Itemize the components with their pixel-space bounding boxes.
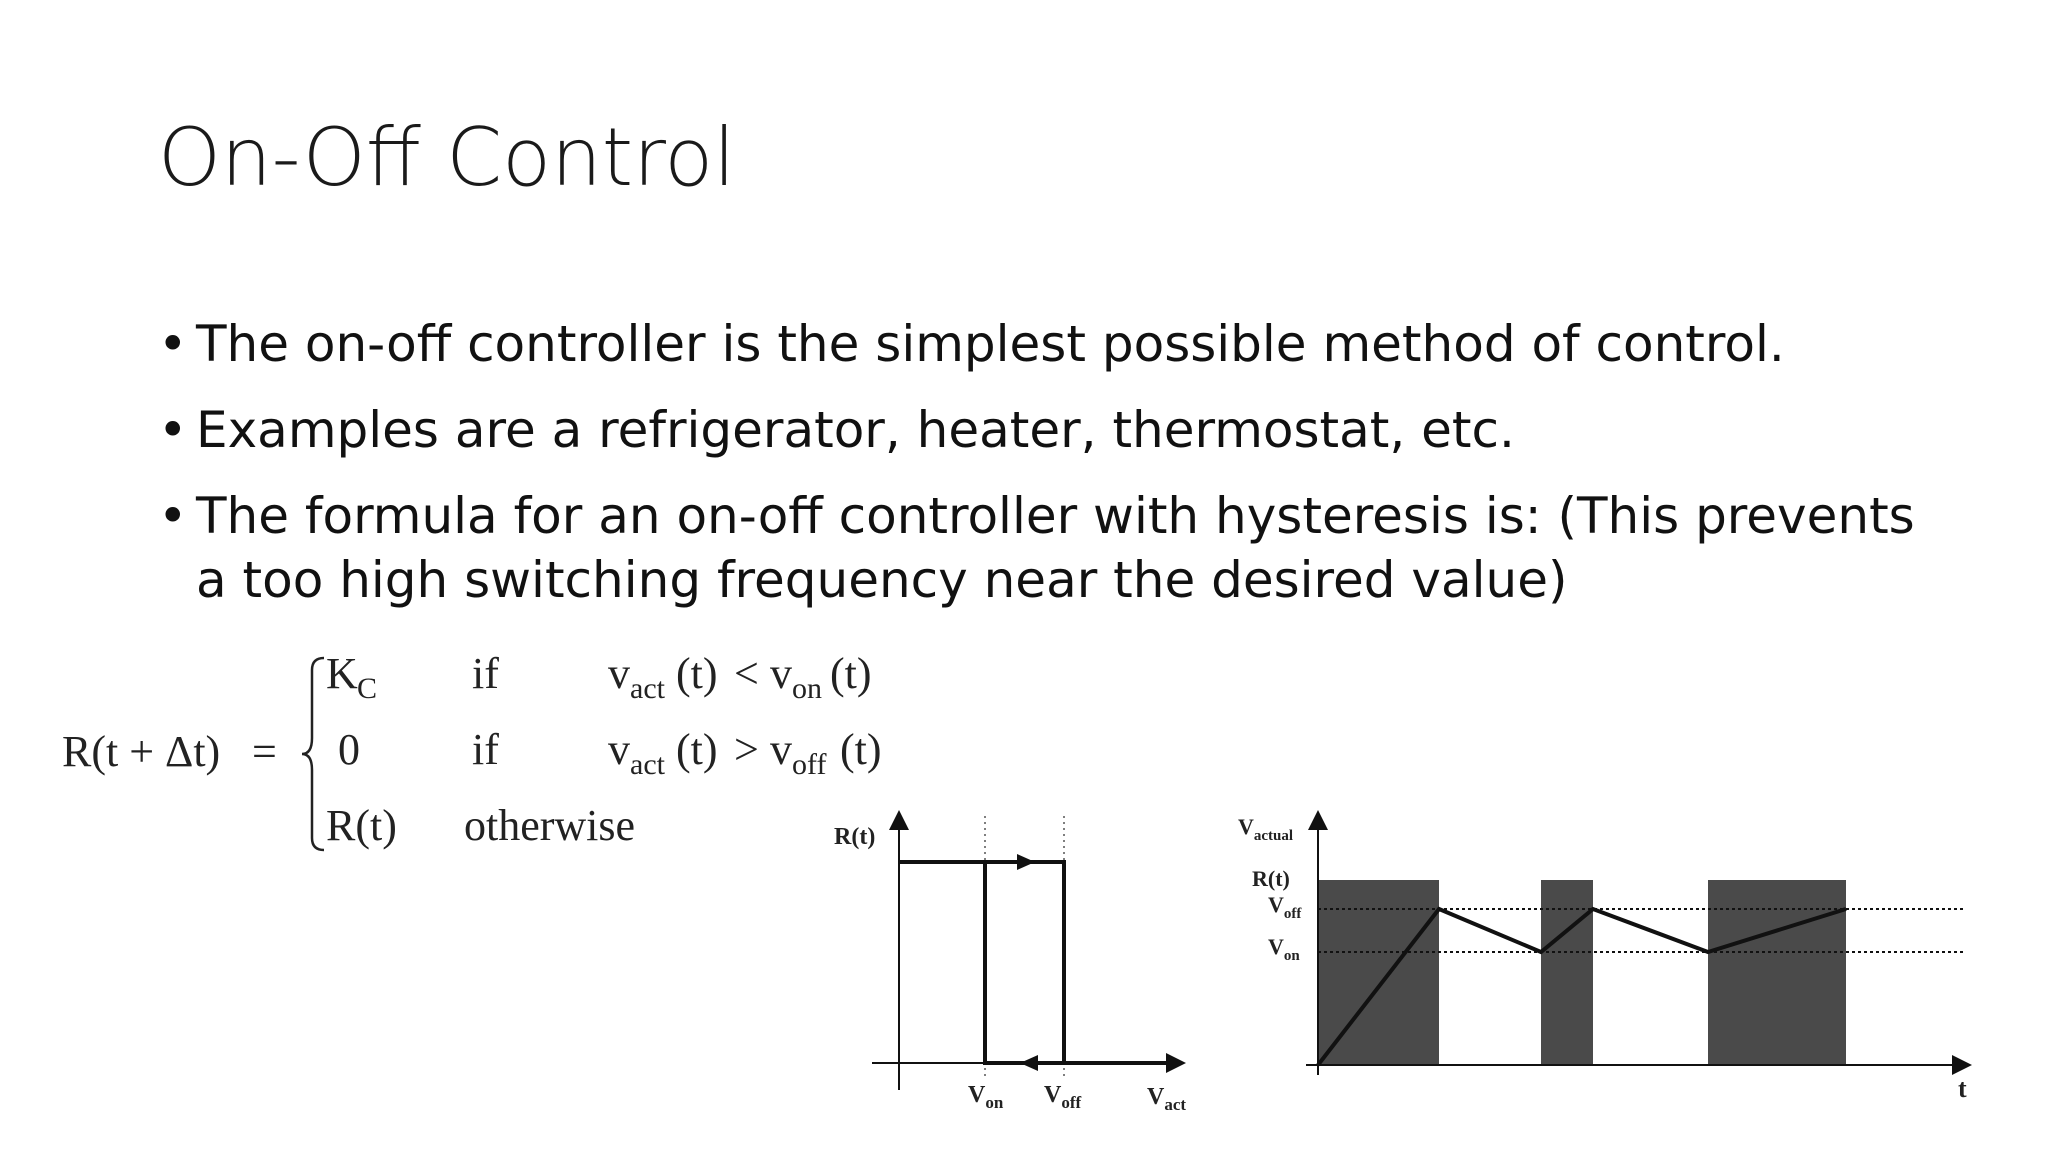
case1-rhs-sub: on bbox=[792, 672, 822, 705]
direction-arrow-right bbox=[1017, 854, 1035, 870]
hysteresis-y-label: R(t) bbox=[834, 824, 876, 850]
on-pulses bbox=[1318, 880, 1846, 1065]
bullet-text: Examples are a refrigerator, heater, thermostat, etc. bbox=[196, 401, 1515, 459]
case2-rhs: v bbox=[770, 725, 792, 774]
case2-lhs-sub: act bbox=[630, 748, 665, 781]
case2-lhs: v bbox=[608, 725, 630, 774]
timing-y-label: $V_{actual}$ bbox=[1238, 814, 1294, 844]
case2-operator: > bbox=[734, 725, 759, 774]
case2-condition: if bbox=[472, 725, 499, 774]
case2-arg: (t) bbox=[676, 725, 718, 774]
case3-condition: otherwise bbox=[464, 801, 636, 850]
hysteresis-x-label: $V_{act}$ bbox=[1147, 1084, 1187, 1114]
von-level-label: $V_{on}$ bbox=[1268, 934, 1300, 964]
direction-arrow-left bbox=[1020, 1055, 1038, 1071]
timing-figure bbox=[1230, 800, 2010, 1120]
hysteresis-on-path bbox=[985, 862, 1064, 1063]
case1-rhs: v bbox=[770, 649, 792, 698]
on-pulse bbox=[1708, 880, 1846, 1065]
case3-value: R(t) bbox=[326, 801, 397, 850]
hysteresis-figure bbox=[820, 800, 1220, 1120]
bullet-list bbox=[158, 312, 1918, 634]
case1-operator: < bbox=[734, 649, 759, 698]
formula-brace bbox=[298, 654, 328, 854]
voff-level-label: $V_{off}$ bbox=[1268, 892, 1302, 922]
on-pulse bbox=[1318, 880, 1439, 1065]
formula-lhs: R(t + Δt) bbox=[62, 727, 221, 776]
case1-lhs-sub: act bbox=[630, 672, 665, 705]
bullet-item bbox=[158, 312, 1918, 376]
bullet-dot: • bbox=[158, 401, 188, 459]
case1-condition: if bbox=[472, 649, 499, 698]
bullet-dot: • bbox=[158, 315, 188, 373]
hysteresis-formula bbox=[62, 640, 922, 860]
bullet-item bbox=[158, 398, 1918, 462]
rt-level-label: R(t) bbox=[1252, 866, 1290, 891]
formula-equals: = bbox=[252, 727, 277, 776]
case1-value-sub: C bbox=[357, 672, 378, 705]
timing-x-label: t bbox=[1958, 1074, 1967, 1103]
slide-title: On-Off Control bbox=[158, 111, 736, 204]
on-pulse bbox=[1541, 880, 1593, 1065]
case2-rhs-arg: (t) bbox=[840, 725, 882, 774]
von-tick-label: $V_{on}$ bbox=[968, 1082, 1004, 1112]
case1-arg: (t) bbox=[676, 649, 718, 698]
hysteresis-off-path bbox=[899, 862, 1182, 1063]
case1-lhs: v bbox=[608, 649, 630, 698]
case2-value: 0 bbox=[338, 725, 360, 774]
case1-rhs-arg: (t) bbox=[830, 649, 872, 698]
bullet-item bbox=[158, 484, 1918, 612]
bullet-dot: • bbox=[158, 487, 188, 545]
voff-tick-label: $V_{off}$ bbox=[1044, 1082, 1082, 1112]
bullet-text: The formula for an on-off controller with hysteresis is: (This prevents a too high switching frequency near the desired value) bbox=[196, 487, 1915, 609]
bullet-text: The on-off controller is the simplest possible method of control. bbox=[196, 315, 1785, 373]
case1-value: K bbox=[326, 649, 358, 698]
case2-rhs-sub: off bbox=[792, 748, 827, 781]
